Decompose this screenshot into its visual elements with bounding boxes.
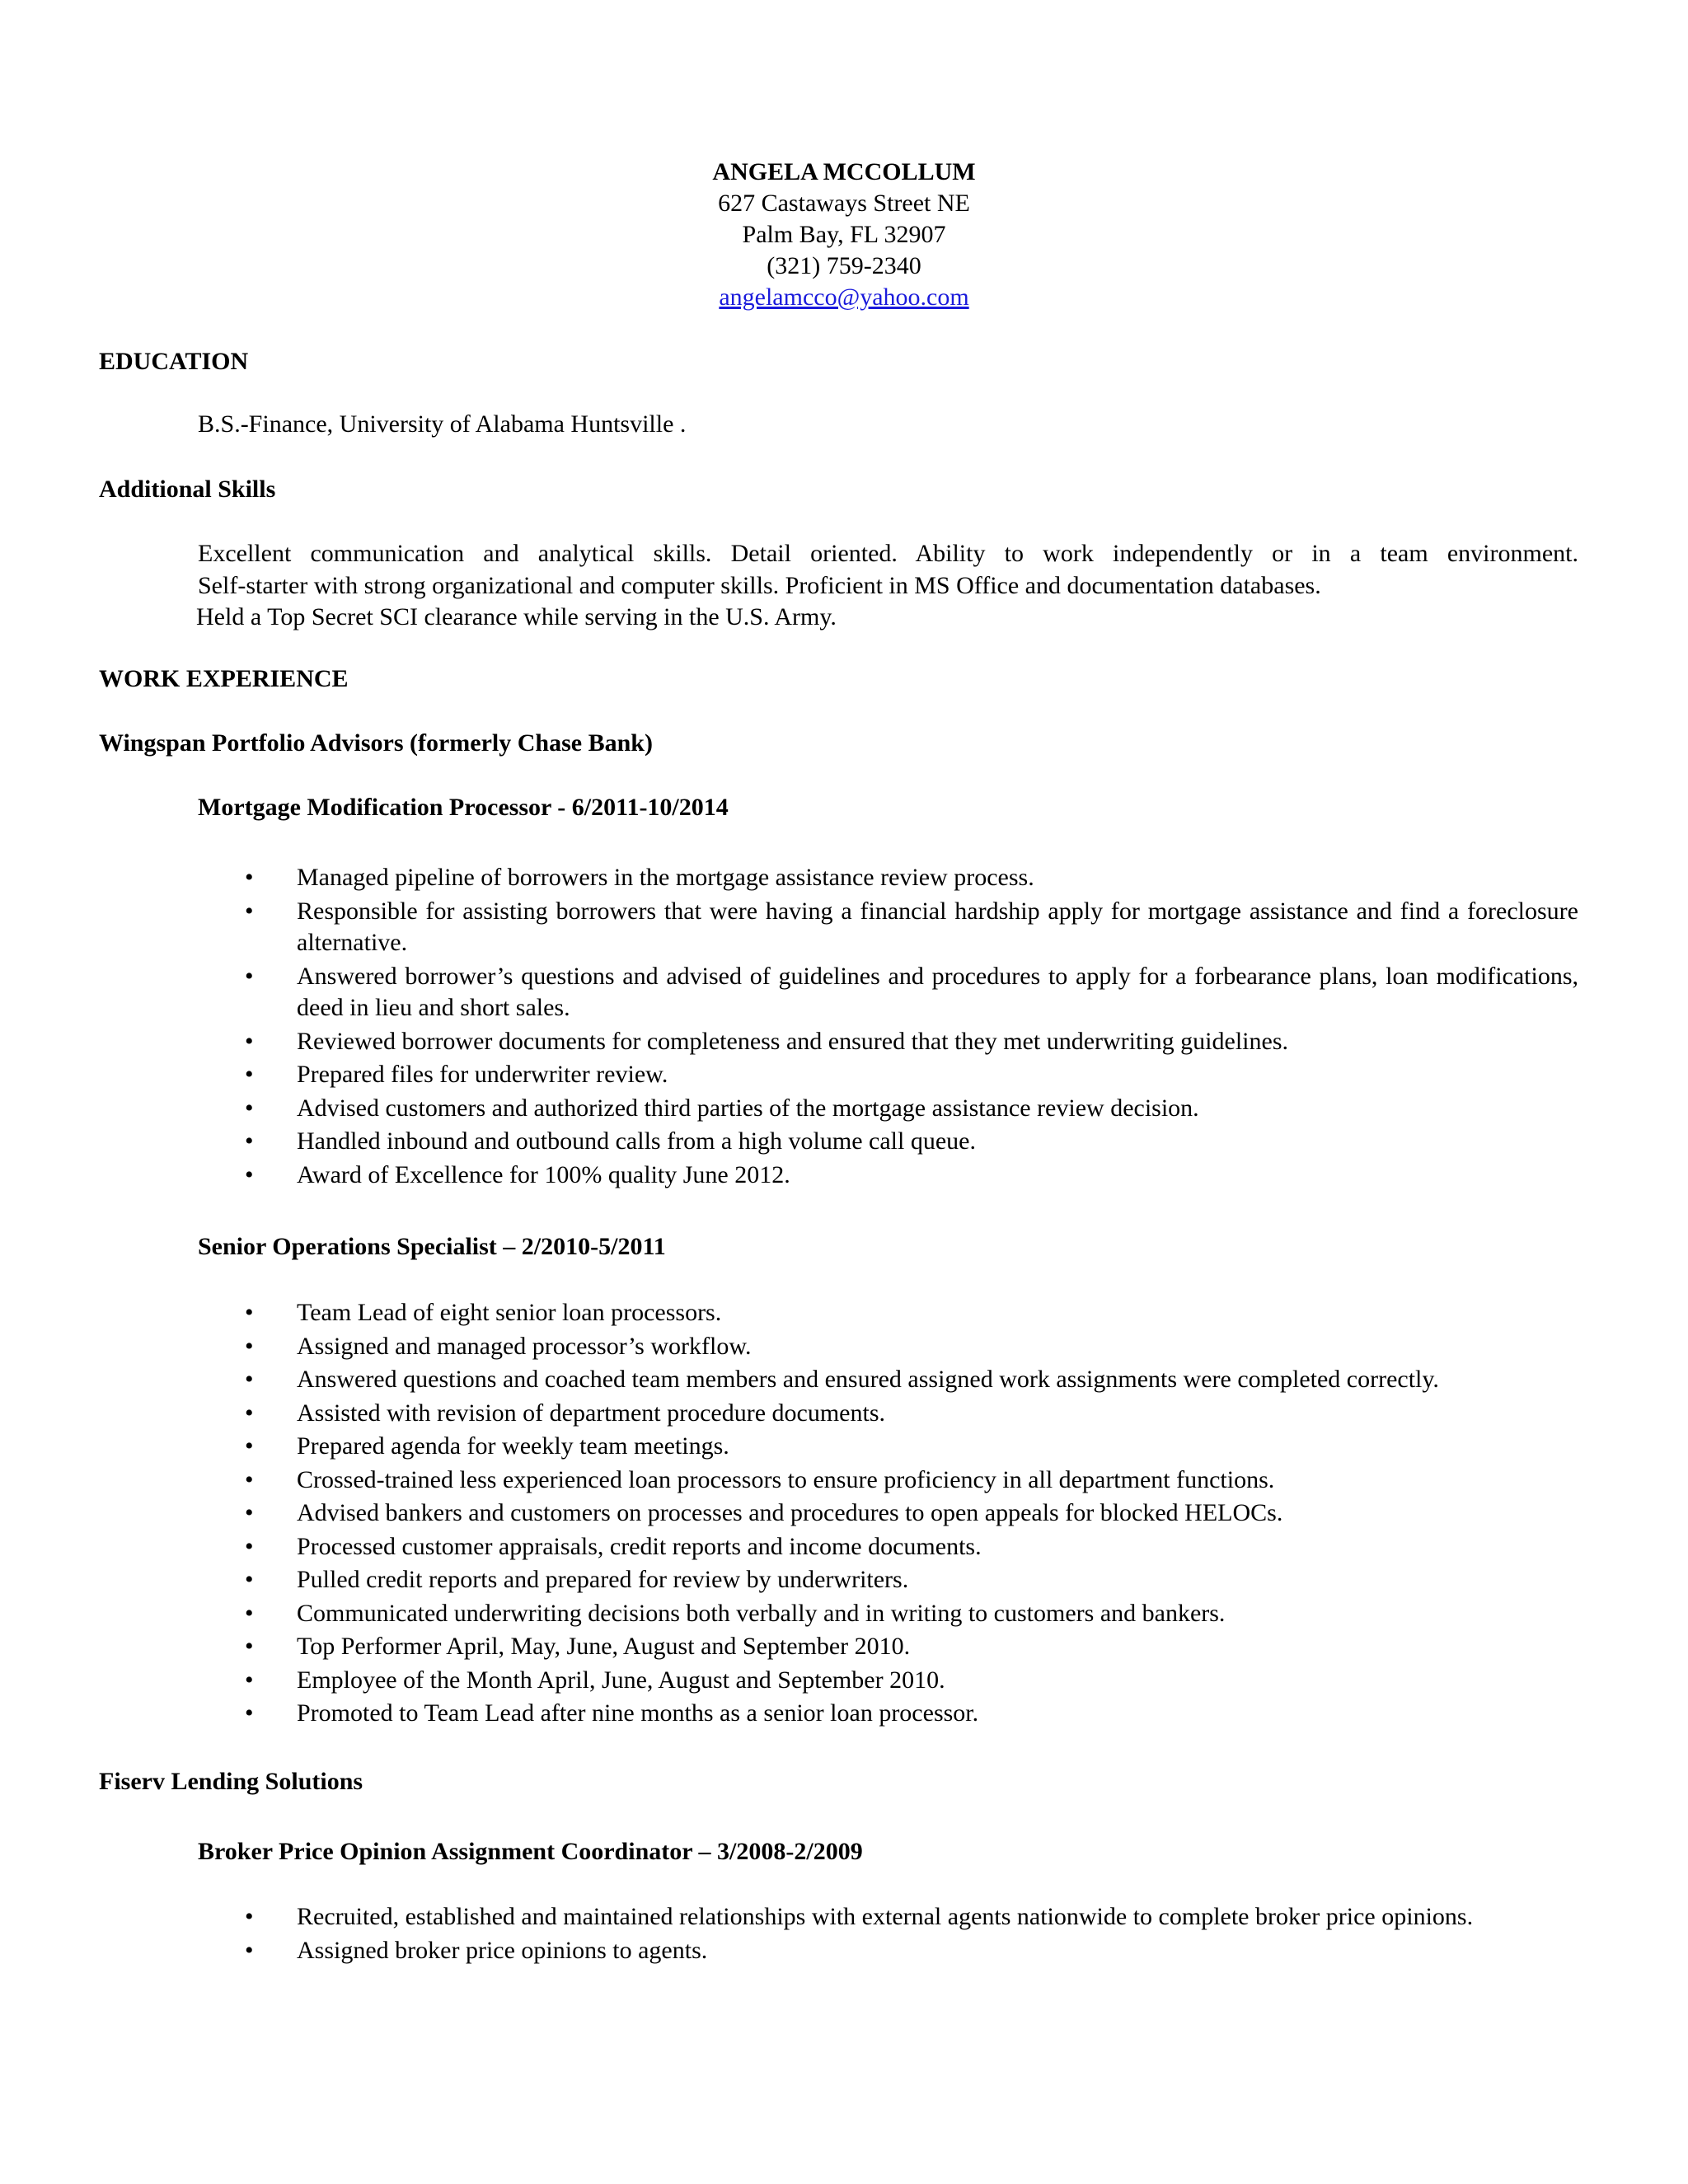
list-item: • Communicated underwriting decisions both verbally and in writing to customers and bankers. bbox=[0, 1598, 1578, 1630]
bullet-icon: • bbox=[245, 1399, 254, 1427]
bullet-icon: • bbox=[245, 1666, 254, 1694]
skills-heading: Additional Skills bbox=[99, 476, 276, 503]
bullet-icon: • bbox=[245, 1532, 254, 1560]
list-item: • Responsible for assisting borrowers that were having a financial hardship apply for mortgage assistance and find a foreclosure alternative. bbox=[245, 897, 1578, 956]
list-item: • Reviewed borrower documents for completeness and ensured that they met underwriting guidelines. bbox=[0, 1026, 1578, 1058]
employer-name: Wingspan Portfolio Advisors (formerly Chase Bank) bbox=[99, 729, 653, 757]
bullet-icon: • bbox=[245, 1499, 254, 1526]
list-item: • Answered questions and coached team members and ensured assigned work assignments were completed correctly. bbox=[0, 1364, 1578, 1396]
list-item: • Award of Excellence for 100% quality June 2012. bbox=[0, 1160, 1578, 1192]
list-item: • Assisted with revision of department procedure documents. bbox=[0, 1398, 1578, 1430]
phone-number: (321) 759-2340 bbox=[767, 252, 921, 279]
role-bullet-list bbox=[0, 862, 1688, 1193]
bullet-icon: • bbox=[245, 1094, 254, 1122]
role-title: Mortgage Modification Processor - 6/2011-10/2014 bbox=[198, 794, 729, 821]
list-item: • Pulled credit reports and prepared for review by underwriters. bbox=[0, 1564, 1578, 1596]
skills-line: Excellent communication and analytical skills. Detail oriented. Ability to work independently or in a team environment. bbox=[198, 540, 1578, 567]
bullet-icon: • bbox=[245, 1465, 254, 1493]
city-state-zip: Palm Bay, FL 32907 bbox=[742, 221, 946, 248]
bullet-icon: • bbox=[245, 864, 254, 891]
bullet-icon: • bbox=[245, 1936, 254, 1964]
bullet-icon: • bbox=[245, 1299, 254, 1326]
bullet-icon: • bbox=[245, 962, 254, 990]
bullet-icon: • bbox=[245, 1332, 254, 1360]
bullet-icon: • bbox=[245, 1699, 254, 1727]
role-title: Senior Operations Specialist – 2/2010-5/2011 bbox=[198, 1233, 666, 1260]
bullet-icon: • bbox=[245, 1633, 254, 1660]
list-item: • Handled inbound and outbound calls from a high volume call queue. bbox=[0, 1126, 1578, 1158]
employer-name: Fiserv Lending Solutions bbox=[99, 1768, 363, 1795]
list-item: • Assigned broker price opinions to agents. bbox=[0, 1935, 1578, 1967]
list-item: • Team Lead of eight senior loan processors. bbox=[0, 1297, 1578, 1329]
candidate-name: ANGELA MCCOLLUM bbox=[712, 158, 976, 185]
role-title: Broker Price Opinion Assignment Coordinator – 3/2008-2/2009 bbox=[198, 1838, 863, 1865]
bullet-icon: • bbox=[245, 1566, 254, 1593]
skills-line: Self-starter with strong organizational and computer skills. Proficient in MS Office and documentation databases. bbox=[198, 571, 1321, 599]
list-item: • Prepared agenda for weekly team meetings. bbox=[0, 1431, 1578, 1463]
list-item: • Prepared files for underwriter review. bbox=[0, 1059, 1578, 1091]
list-item: • Recruited, established and maintained relationships with external agents nationwide to complete broker price opinions. bbox=[0, 1901, 1578, 1933]
education-degree: B.S.-Finance, University of Alabama Huntsville . bbox=[198, 410, 687, 438]
bullet-icon: • bbox=[245, 1027, 254, 1055]
street-address: 627 Castaways Street NE bbox=[718, 190, 970, 217]
bullet-icon: • bbox=[245, 1366, 254, 1393]
skills-paragraph bbox=[198, 538, 1578, 634]
role-bullet-list bbox=[0, 1297, 1688, 1732]
bullet-icon: • bbox=[245, 1127, 254, 1155]
list-item: • Advised bankers and customers on processes and procedures to open appeals for blocked HELOCs. bbox=[0, 1497, 1578, 1530]
skills-line: Held a Top Secret SCI clearance while serving in the U.S. Army. bbox=[196, 603, 837, 630]
list-item: • Processed customer appraisals, credit reports and income documents. bbox=[0, 1531, 1578, 1563]
list-item: • Assigned and managed processor’s workflow. bbox=[0, 1331, 1578, 1363]
bullet-icon: • bbox=[245, 1903, 254, 1930]
contact-header bbox=[0, 157, 1688, 313]
list-item: • Promoted to Team Lead after nine months as a senior loan processor. bbox=[0, 1698, 1578, 1730]
bullet-icon: • bbox=[245, 1160, 254, 1188]
bullet-icon: • bbox=[245, 1432, 254, 1460]
list-item: • Employee of the Month April, June, August and September 2010. bbox=[0, 1665, 1578, 1697]
bullet-icon: • bbox=[245, 897, 254, 925]
list-item: • Advised customers and authorized third parties of the mortgage assistance review decision. bbox=[0, 1093, 1578, 1125]
education-heading: EDUCATION bbox=[99, 348, 249, 375]
list-item: • Answered borrower’s questions and advised of guidelines and procedures to apply for a forbearance plans, loan modifications, deed in lieu and short sales. bbox=[245, 962, 1578, 1021]
bullet-icon: • bbox=[245, 1599, 254, 1627]
email-link[interactable]: angelamcco@yahoo.com bbox=[719, 284, 969, 311]
role-bullet-list bbox=[0, 1901, 1688, 1968]
list-item: • Crossed-trained less experienced loan processors to ensure proficiency in all department functions. bbox=[0, 1465, 1578, 1497]
bullet-icon: • bbox=[245, 1061, 254, 1088]
work-experience-heading: WORK EXPERIENCE bbox=[99, 665, 349, 692]
list-item: • Managed pipeline of borrowers in the mortgage assistance review process. bbox=[0, 862, 1578, 894]
list-item: • Top Performer April, May, June, August and September 2010. bbox=[0, 1631, 1578, 1663]
